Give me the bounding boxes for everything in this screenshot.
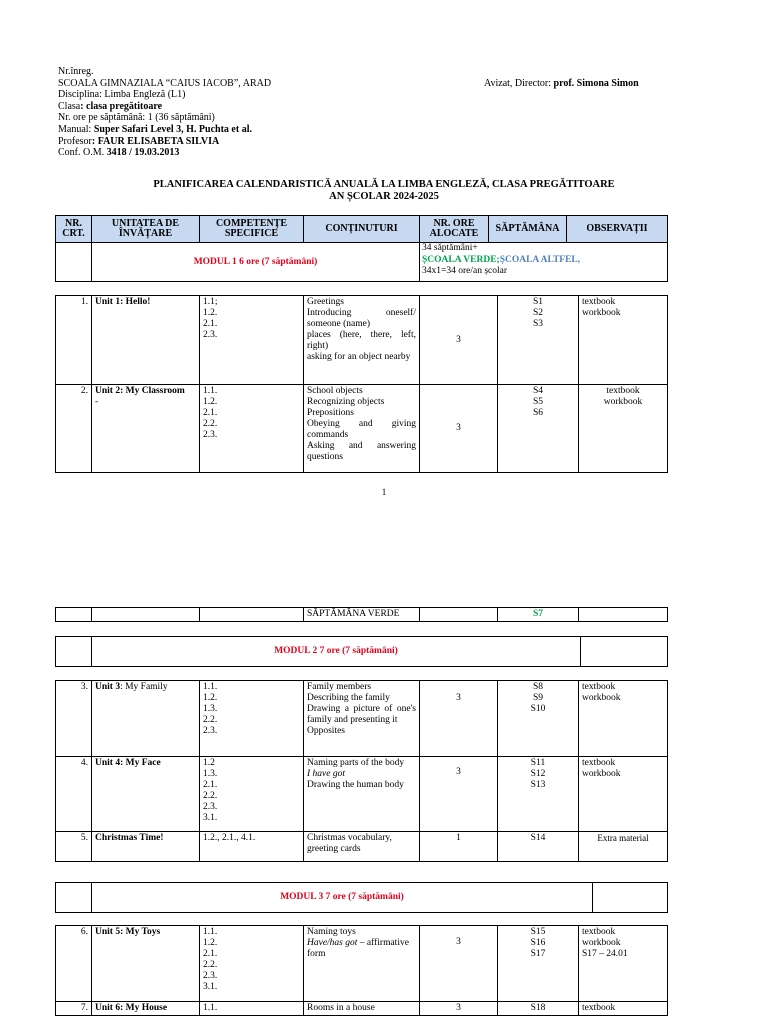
nr-inreg: Nr.înreg. <box>58 66 94 77</box>
table-row: 5. Christmas Time! 1.2., 2.1., 4.1. Christmas vocabulary, greeting cards 1 S14 Extra material <box>56 832 668 862</box>
plan-table-units-6-7 <box>55 925 668 1016</box>
modul3-table <box>55 882 668 913</box>
saptamana-verde-label: SĂPTĂMÂNA VERDE <box>304 608 420 622</box>
table-row: 3. Unit 3: My Family 1.1. 1.2. 1.3. 2.2. 2.3. Family members Describing the family Drawing a picture of one's family and presenting it Opposites 3 S8 S9 S10 textbook workbook <box>56 681 668 757</box>
school-name: SCOALA GIMNAZIALA “CAIUS IACOB”, ARAD <box>58 77 272 89</box>
document-header <box>58 66 271 159</box>
nr-ore: Nr. ore pe săptămână: 1 (36 săptămâni) <box>58 112 215 124</box>
disciplina: Disciplina: Limba Engleză (L1) <box>58 89 186 101</box>
modul2-table <box>55 636 668 667</box>
page-number: 1 <box>381 487 387 497</box>
col-nr-crt: NR. CRT. <box>56 216 92 243</box>
table-row: 7. Unit 6: My House 1.1. Rooms in a house 3 S18 textbook <box>56 1002 668 1016</box>
col-observatii: OBSERVAȚII <box>567 216 668 243</box>
col-nr-ore: NR. ORE ALOCATE <box>420 216 489 243</box>
table-row: 4. Unit 4: My Face 1.2 1.3. 2.1. 2.2. 2.3. 3.1. Naming parts of the body I have got Drawing the human body 3 S11 S12 S13 textbook workbook <box>56 757 668 832</box>
modul3-label: MODUL 3 7 ore (7 săptămâni) <box>92 883 593 913</box>
modul2-label: MODUL 2 7 ore (7 săptămâni) <box>92 637 581 667</box>
plan-table-units-1-2 <box>55 295 668 473</box>
table-row: 1. Unit 1: Hello! 1.1; 1.2. 2.1. 2.3. Greetings Introducing oneself/ someone (name) places (here, there, left, right) asking for an object nearby 3 S1 S2 S3 textbook workbook <box>56 296 668 385</box>
col-competente: COMPETENȚE SPECIFICE <box>200 216 304 243</box>
document-subtitle: AN ȘCOLAR 2024-2025 <box>329 191 439 202</box>
clasa: Clasa: clasa pregătitoare <box>58 100 163 112</box>
document-title: PLANIFICAREA CALENDARISTICĂ ANUALĂ LA LIMBA ENGLEZĂ, CLASA PREGĂTITOARE <box>153 179 615 190</box>
profesor: Profesor: FAUR ELISABETA SILVIA <box>58 135 220 147</box>
col-continuturi: CONȚINUTURI <box>304 216 420 243</box>
conf-om: Conf. O.M. 3418 / 19.03.2013 <box>58 147 180 159</box>
modul1-label: MODUL 1 6 ore (7 săptămâni) <box>92 243 420 282</box>
saptamana-verde-row <box>55 607 668 622</box>
plan-table-header <box>55 215 668 282</box>
manual: Manual: Super Safari Level 3, H. Puchta et al. <box>58 123 252 135</box>
table-row: 2. Unit 2: My Classroom - 1.1. 1.2. 2.1. 2.2. 2.3. School objects Recognizing objects Prepositions Obeying and giving commands Asking and answering questions 3 S4 S5 S6 textbook workbook <box>56 385 668 473</box>
modul1-note: 34 săptămâni+ ȘCOALA VERDE;ȘCOALA ALTFEL, 34x1=34 ore/an școlar <box>420 243 668 282</box>
col-saptamana: SĂPTĂMÂNA <box>489 216 567 243</box>
col-unitatea: UNITATEA DE ÎNVĂȚARE <box>92 216 200 243</box>
avizat-director: Avizat, Director: prof. Simona Simon <box>484 78 639 89</box>
plan-table-units-3-5 <box>55 680 668 862</box>
saptamana-verde-week: S7 <box>498 608 579 622</box>
table-row: 6. Unit 5: My Toys 1.1. 1.2. 2.1. 2.2. 2.3. 3.1. Naming toys Have/has got – affirmative form 3 S15 S16 S17 textbook workbook S17 – 24.01 <box>56 926 668 1002</box>
